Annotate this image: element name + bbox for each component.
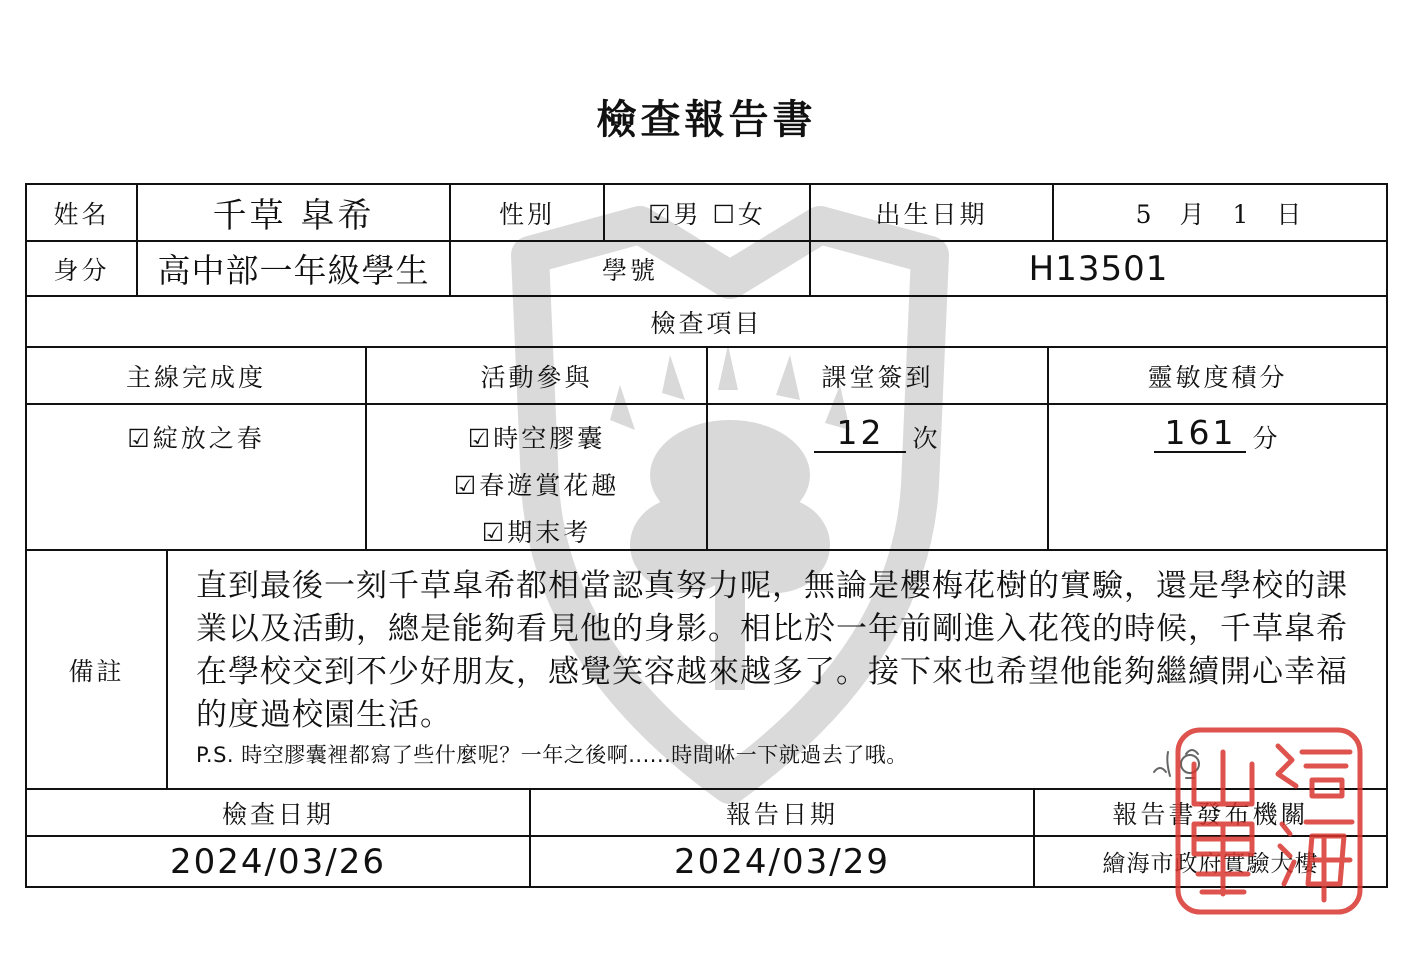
attendance-unit: 次 xyxy=(912,424,941,453)
activity-item: ☑期末考 xyxy=(481,518,592,547)
remarks-text: 直到最後一刻千草皐希都相當認真努力呢，無論是櫻梅花樹的實驗，還是學校的課業以及活動，總是能夠看見他的身影。相比於一年前剛進入花筏的時候，千草皐希在學校交到不少好朋友，感覺笑容越來越多了。接下來也希望他能夠繼續開心幸福的度過校園生活。 xyxy=(196,568,1348,733)
name-label: 姓名 xyxy=(25,183,138,242)
check-date-label: 檢查日期 xyxy=(25,788,531,837)
gender-value: ☑男 ☐女 xyxy=(603,183,811,242)
check-date-value: 2024/03/26 xyxy=(25,835,531,888)
gender-label: 性別 xyxy=(449,183,605,242)
inspection-section-header: 檢查項目 xyxy=(25,295,1388,348)
document-title: 檢查報告書 xyxy=(596,96,817,143)
report-date-value: 2024/03/29 xyxy=(529,835,1035,888)
identity-label: 身分 xyxy=(25,240,138,297)
report-date-label: 報告日期 xyxy=(529,788,1035,837)
activities-cell xyxy=(365,403,708,551)
score-value: 161 xyxy=(1154,415,1246,453)
main-story-header: 主線完成度 xyxy=(25,346,367,405)
score-unit: 分 xyxy=(1252,424,1281,453)
student-id-label: 學號 xyxy=(449,240,811,297)
attendance-header: 課堂簽到 xyxy=(706,346,1049,405)
remarks-ps: P.S. 時空膠囊裡都寫了些什麼呢？一年之後啊......時間咻一下就過去了哦。 xyxy=(196,743,908,767)
red-seal-stamp xyxy=(1172,724,1366,918)
activities-header: 活動參與 xyxy=(365,346,708,405)
birth-date-label: 出生日期 xyxy=(809,183,1054,242)
name-value: 千草 皐希 xyxy=(136,183,451,242)
main-story-cell xyxy=(25,403,367,551)
activity-item: ☑春遊賞花趣 xyxy=(453,471,620,500)
activity-item: ☑時空膠囊 xyxy=(467,424,606,453)
attendance-count: 12 xyxy=(814,415,906,453)
student-id-value: H13501 xyxy=(809,240,1388,297)
main-story-item: ☑綻放之春 xyxy=(127,424,265,453)
issuer-label: 報告書發布機關 xyxy=(1033,788,1388,837)
attendance-cell xyxy=(706,403,1049,551)
identity-value: 高中部一年級學生 xyxy=(136,240,451,297)
birth-date-value: 5 月 1 日 xyxy=(1052,183,1388,242)
score-header: 靈敏度積分 xyxy=(1047,346,1388,405)
issuer-value: 繪海市政府實驗大樓 xyxy=(1033,835,1388,888)
remarks-label: 備註 xyxy=(25,549,168,790)
score-cell xyxy=(1047,403,1388,551)
